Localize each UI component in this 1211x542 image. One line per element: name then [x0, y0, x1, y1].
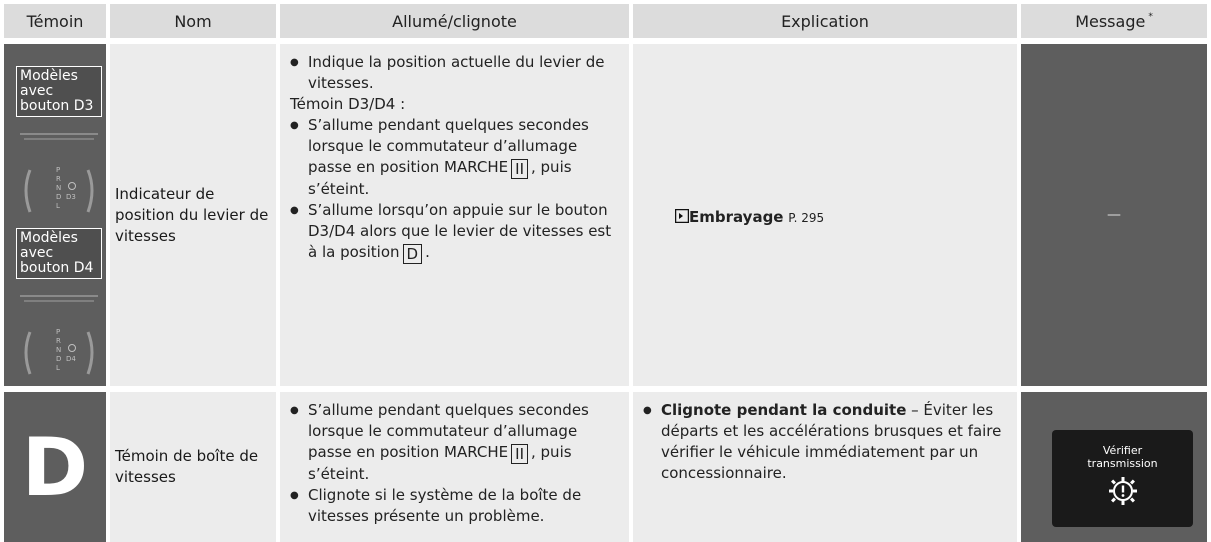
tag-d4-line3: bouton D4 [20, 260, 94, 276]
shift-indicator-d3-icon [16, 130, 102, 222]
ignition-position-key-2: II [511, 444, 528, 464]
row2-message-cell [1021, 392, 1207, 542]
header-temoin [4, 4, 106, 38]
row2-explication-bullet [637, 400, 1007, 484]
ignition-position-key: II [511, 159, 528, 179]
tag-modeles-d4 [16, 228, 102, 279]
row1-sub-heading: Témoin D3/D4 : [290, 95, 406, 113]
header-message-footnote-mark: * [1148, 12, 1153, 22]
header-explication-label: Explication [781, 11, 869, 31]
row1-bullet-3-text: S’allume lorsqu’on appuie sur le bouton D3/D4 alors que le levier de vitesses est à la position [308, 201, 612, 261]
row1-allume-cell [280, 44, 629, 386]
row2-bullet-1 [284, 400, 621, 485]
row1-nom-cell [110, 44, 276, 386]
tag-d3-line1: Modèles [20, 68, 78, 84]
tag-d4-line2: avec [20, 245, 54, 261]
shifter-d4-l: L [56, 364, 60, 372]
arrow-ref-icon [675, 209, 689, 223]
check-transmission-message [1052, 430, 1193, 527]
row1-bullet-2-text: S’allume pendant quelques secondes lorsque le commutateur d’allumage passe en position MARCHE [308, 116, 589, 176]
row2-bullet-2-text: Clignote si le système de la boîte de vitesses présente un problème. [308, 486, 582, 525]
embrayage-reference[interactable] [675, 208, 824, 226]
row2-nom-cell [110, 392, 276, 542]
message-line-1: Vérifier [1102, 444, 1143, 457]
row1-explication-cell [633, 44, 1017, 386]
shifter-d4-r: R [56, 337, 61, 345]
tag-d3-line3: bouton D3 [20, 98, 94, 114]
row1-bullet-1 [284, 52, 621, 94]
shifter-d3-n: N [56, 184, 62, 192]
header-nom-label: Nom [174, 11, 212, 31]
row1-bullet-3 [284, 200, 621, 264]
tag-d3-line2: avec [20, 83, 54, 99]
row1-bullet-3-tail: . [425, 243, 430, 261]
row2-bullet-2 [284, 485, 621, 527]
header-allume [280, 4, 629, 38]
row2-explication-bold: Clignote pendant la conduite [661, 401, 907, 419]
header-explication [633, 4, 1017, 38]
row2-explication-cell [633, 392, 1017, 542]
row1-bullet-2-tail: , puis s’éteint. [308, 158, 572, 198]
gear-position-key: D [403, 244, 423, 264]
row1-message-dash: — [1107, 207, 1121, 223]
embrayage-page-ref: P. 295 [788, 211, 825, 225]
shifter-d3-r: R [56, 175, 61, 183]
shifter-d3-button: D3 [66, 193, 76, 201]
row1-bullet-2 [284, 115, 621, 200]
tag-d4-line1: Modèles [20, 230, 78, 246]
header-message [1021, 4, 1207, 38]
gear-warning-icon [1108, 476, 1138, 506]
shifter-d4-p: P [56, 328, 61, 336]
row2-allume-cell [280, 392, 629, 542]
row2-nom-text: Témoin de boîte de vitesses [115, 447, 259, 486]
header-temoin-label: Témoin [26, 11, 84, 31]
header-nom [110, 4, 276, 38]
row1-nom-text: Indicateur de position du levier de vitesses [115, 184, 269, 245]
shifter-d3-p: P [56, 166, 61, 174]
shifter-d4-d: D [56, 355, 62, 363]
row1-temoin-cell [4, 44, 106, 386]
row2-explication-rest: – Éviter les départs et les accélérations brusques et faire vérifier le véhicule immédiatement par un concessionnaire. [661, 401, 1002, 482]
row2-temoin-cell [4, 392, 106, 542]
shifter-d4-button: D4 [66, 355, 76, 363]
tag-modeles-d3 [16, 66, 102, 117]
row1-bullet-1-text: Indique la position actuelle du levier de vitesses. [308, 53, 605, 92]
row2-bullet-1-tail: , puis s’éteint. [308, 443, 572, 483]
header-allume-label: Allumé/clignote [392, 11, 517, 31]
header-message-label: Message [1075, 11, 1146, 31]
shifter-d4-n: N [56, 346, 62, 354]
transmission-d-icon: D [21, 420, 89, 514]
shift-indicator-d4-icon [16, 292, 102, 384]
shifter-d3-l: L [56, 202, 60, 210]
row2-bullet-1-text: S’allume pendant quelques secondes lorsque le commutateur d’allumage passe en position MARCHE [308, 401, 589, 461]
embrayage-link-label: Embrayage [689, 208, 784, 226]
message-line-2: transmission [1087, 457, 1158, 470]
shifter-d3-d: D [56, 193, 62, 201]
row1-message-cell [1021, 44, 1207, 386]
